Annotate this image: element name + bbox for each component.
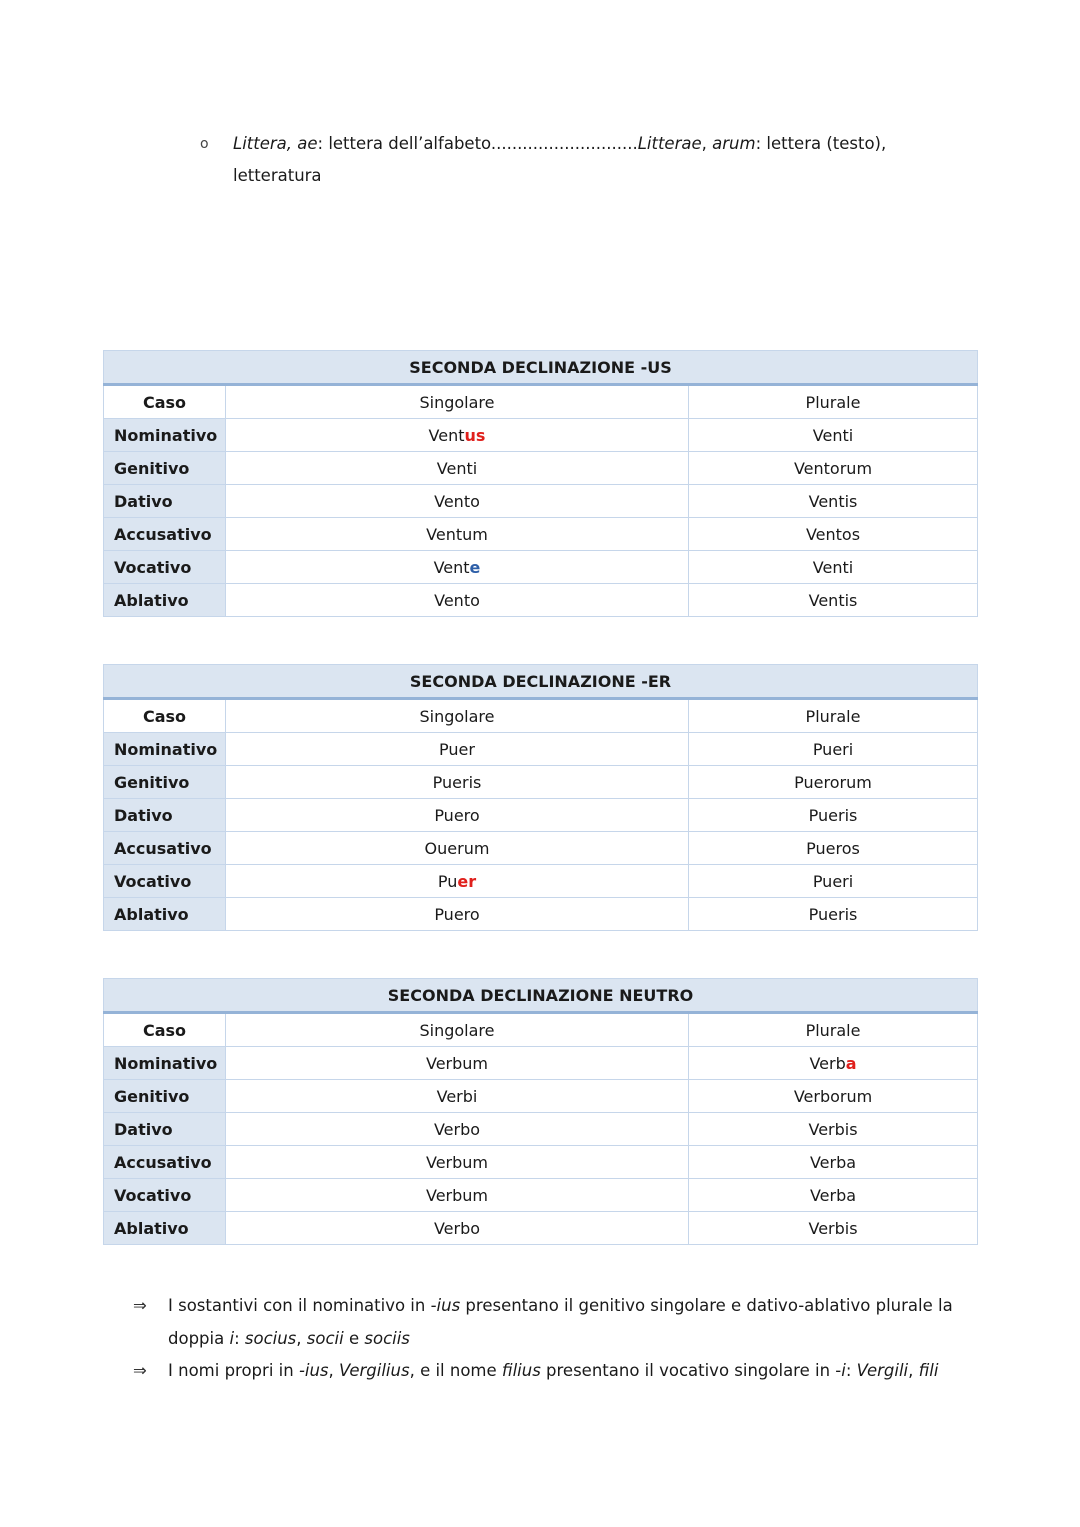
bullet-text — [233, 128, 930, 192]
italic-text: sociis — [364, 1328, 410, 1348]
declension-table — [103, 978, 978, 1245]
word-ending: e — [469, 557, 481, 577]
text-segment: , — [908, 1361, 919, 1380]
italic-text: Vergili — [856, 1361, 909, 1380]
plural-form: Ventos — [689, 518, 978, 551]
italic-text: Vergilius — [339, 1361, 410, 1380]
table-row — [104, 1047, 978, 1080]
singular-form: Ventum — [226, 518, 689, 551]
text-segment: , — [328, 1361, 340, 1380]
plural-form: Venti — [689, 419, 978, 452]
text-segment: : lettera dell’alfabeto............................ — [317, 134, 638, 153]
word-stem: Vent — [428, 425, 465, 445]
case-name: Accusativo — [104, 1146, 226, 1179]
bullet-marker: o — [200, 136, 209, 152]
italic-text: socii — [306, 1328, 344, 1348]
column-header: Singolare — [226, 1013, 689, 1047]
word-ending: us — [464, 425, 486, 445]
case-name: Genitivo — [104, 766, 226, 799]
text-segment: e — [343, 1328, 365, 1348]
plural-form: Verba — [689, 1179, 978, 1212]
case-name: Nominativo — [104, 419, 226, 452]
text-segment: : lettera (testo), letteratura — [233, 134, 887, 185]
case-name: Dativo — [104, 1113, 226, 1146]
table-title: SECONDA DECLINAZIONE -ER — [104, 665, 978, 699]
italic-text: ius — [436, 1296, 461, 1315]
plural-form: Verbis — [689, 1113, 978, 1146]
singular-form: Ouerum — [226, 832, 689, 865]
italic-text: arum — [712, 134, 756, 153]
italic-text: Litterae — [637, 134, 702, 153]
column-header: Caso — [104, 699, 226, 733]
plural-form: Ventis — [689, 485, 978, 518]
italic-text: i — [229, 1328, 235, 1348]
text-segment: , e il nome — [409, 1361, 502, 1380]
plural-form: Pueri — [689, 733, 978, 766]
word-stem: Verb — [809, 1053, 846, 1073]
notes-list — [133, 1290, 973, 1388]
case-name: Genitivo — [104, 1080, 226, 1113]
header-row — [104, 1013, 978, 1047]
case-name: Ablativo — [104, 1212, 226, 1245]
bullet-item — [200, 128, 930, 192]
table-row — [104, 551, 978, 584]
singular-form: Verbo — [226, 1212, 689, 1245]
singular-form — [226, 865, 689, 898]
case-name: Nominativo — [104, 1047, 226, 1080]
text-segment: presentano il vocativo singolare in - — [540, 1361, 842, 1380]
singular-form: Verbum — [226, 1146, 689, 1179]
column-header: Singolare — [226, 385, 689, 419]
singular-form: Venti — [226, 452, 689, 485]
singular-form — [226, 419, 689, 452]
plural-form: Verborum — [689, 1080, 978, 1113]
table-row — [104, 1179, 978, 1212]
case-name: Ablativo — [104, 584, 226, 617]
header-row — [104, 385, 978, 419]
table-row — [104, 733, 978, 766]
arrow-icon: ⇒ — [133, 1361, 147, 1380]
case-name: Accusativo — [104, 518, 226, 551]
column-header: Singolare — [226, 699, 689, 733]
table-row — [104, 832, 978, 865]
text-segment: , — [296, 1328, 307, 1348]
column-header: Plurale — [689, 699, 978, 733]
table-row — [104, 419, 978, 452]
plural-form: Verbis — [689, 1212, 978, 1245]
singular-form: Vento — [226, 584, 689, 617]
case-name: Vocativo — [104, 1179, 226, 1212]
arrow-icon: ⇒ — [133, 1296, 147, 1315]
word-ending: a — [845, 1053, 857, 1073]
case-name: Dativo — [104, 485, 226, 518]
singular-form: Pueris — [226, 766, 689, 799]
table-row — [104, 799, 978, 832]
italic-text: filius — [501, 1361, 541, 1380]
plural-form: Verba — [689, 1146, 978, 1179]
case-name: Dativo — [104, 799, 226, 832]
table-row — [104, 485, 978, 518]
case-name: Genitivo — [104, 452, 226, 485]
table-row — [104, 1080, 978, 1113]
italic-text: fili — [918, 1361, 939, 1380]
plural-form — [689, 1047, 978, 1080]
text-segment: I nomi propri in — [168, 1361, 299, 1380]
table-row — [104, 1113, 978, 1146]
plural-form: Ventorum — [689, 452, 978, 485]
table-row — [104, 865, 978, 898]
column-header: Plurale — [689, 1013, 978, 1047]
text-segment: presentano il genitivo singolare e dativo-ablativo plurale la doppia — [168, 1296, 953, 1348]
text-segment: , — [701, 134, 713, 153]
plural-form: Pueris — [689, 799, 978, 832]
column-header: Caso — [104, 385, 226, 419]
italic-text: -ius — [298, 1361, 329, 1380]
case-name: Nominativo — [104, 733, 226, 766]
singular-form: Puero — [226, 799, 689, 832]
note-item — [133, 1355, 973, 1388]
case-name: Vocativo — [104, 865, 226, 898]
text-segment: : — [845, 1361, 857, 1380]
word-stem: Pu — [437, 871, 458, 891]
text-segment: I sostantivi con il nominativo in - — [168, 1296, 437, 1315]
italic-text: i — [841, 1361, 846, 1380]
singular-form: Verbum — [226, 1179, 689, 1212]
table-title: SECONDA DECLINAZIONE -US — [104, 351, 978, 385]
singular-form: Verbum — [226, 1047, 689, 1080]
italic-text: socius — [244, 1328, 297, 1348]
table-title: SECONDA DECLINAZIONE NEUTRO — [104, 979, 978, 1013]
singular-form: Puer — [226, 733, 689, 766]
plural-form: Pueris — [689, 898, 978, 931]
plural-form: Ventis — [689, 584, 978, 617]
word-stem: Vent — [433, 557, 470, 577]
italic-text: Littera, ae — [233, 134, 318, 153]
table-row — [104, 1212, 978, 1245]
table-row — [104, 1146, 978, 1179]
case-name: Accusativo — [104, 832, 226, 865]
table-row — [104, 452, 978, 485]
table-row — [104, 898, 978, 931]
plural-form: Puerorum — [689, 766, 978, 799]
word-ending: er — [457, 871, 477, 891]
text-segment: : — [234, 1328, 245, 1348]
case-name: Vocativo — [104, 551, 226, 584]
plural-form: Pueros — [689, 832, 978, 865]
table-row — [104, 584, 978, 617]
singular-form: Vento — [226, 485, 689, 518]
singular-form: Verbo — [226, 1113, 689, 1146]
table-row — [104, 518, 978, 551]
singular-form: Puero — [226, 898, 689, 931]
header-row — [104, 699, 978, 733]
singular-form — [226, 551, 689, 584]
note-item — [133, 1290, 973, 1355]
case-name: Ablativo — [104, 898, 226, 931]
column-header: Plurale — [689, 385, 978, 419]
declension-table — [103, 350, 978, 617]
singular-form: Verbi — [226, 1080, 689, 1113]
plural-form: Venti — [689, 551, 978, 584]
column-header: Caso — [104, 1013, 226, 1047]
declension-table — [103, 664, 978, 931]
plural-form: Pueri — [689, 865, 978, 898]
table-row — [104, 766, 978, 799]
